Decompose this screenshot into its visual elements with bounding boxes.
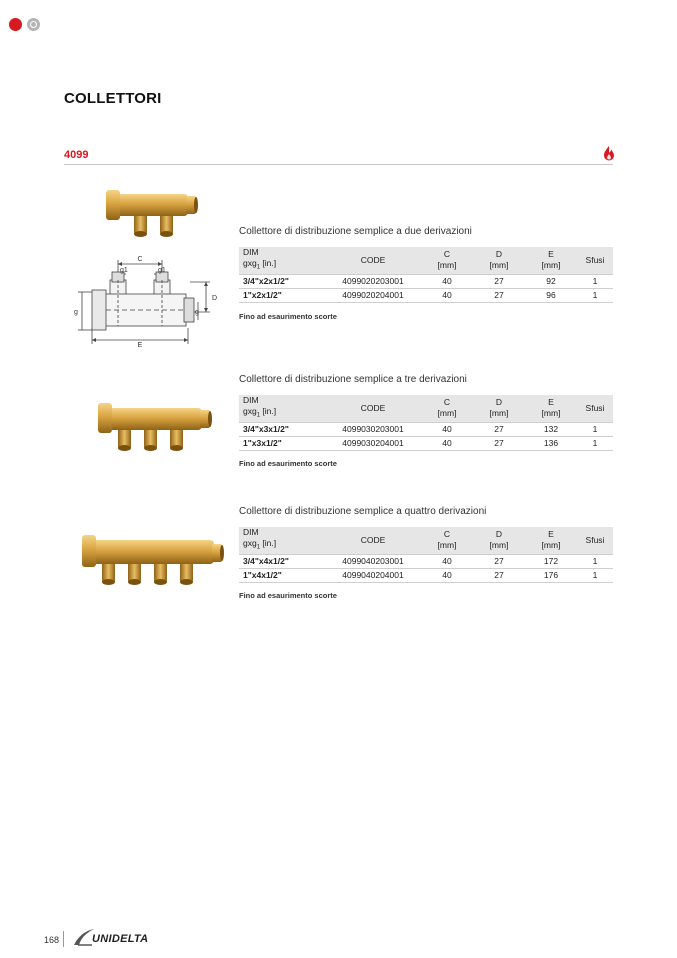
cell-sfusi: 1 (577, 568, 613, 582)
cell-code: 4099030204001 (325, 436, 421, 450)
cell-code: 4099040203001 (325, 554, 421, 568)
cell-sfusi: 1 (577, 422, 613, 436)
col-d-header: D [mm] (473, 527, 525, 554)
stock-note-1: Fino ad esaurimento scorte (239, 312, 337, 321)
cell-d: 27 (473, 288, 525, 302)
cell-dim: 1"x3x1/2" (239, 436, 325, 450)
col-sfusi-header: Sfusi (577, 527, 613, 554)
cell-dim: 3/4"x3x1/2" (239, 422, 325, 436)
footer-divider (63, 931, 64, 947)
two-outlet-manifold-image (104, 184, 198, 242)
cell-c: 40 (421, 422, 473, 436)
col-dim-header: DIM gxg$_1$ [in.] (239, 247, 325, 274)
cell-sfusi: 1 (577, 436, 613, 450)
cell-d: 27 (473, 422, 525, 436)
col-c-header: C [mm] (421, 247, 473, 274)
product-description-2: Collettore di distribuzione semplice a tre derivazioni (239, 374, 467, 385)
section-code: 4099 (64, 149, 89, 161)
cell-c: 40 (421, 288, 473, 302)
cell-dim: 1"x4x1/2" (239, 568, 325, 582)
cell-code: 4099040204001 (325, 568, 421, 582)
col-code-header: CODE (325, 527, 421, 554)
section-divider (64, 164, 613, 165)
spec-table-2 (239, 395, 613, 451)
cell-sfusi: 1 (577, 274, 613, 288)
cell-e: 136 (525, 436, 577, 450)
page-title: COLLETTORI (64, 90, 162, 107)
col-d-header: D [mm] (473, 247, 525, 274)
dim-c-label: C (137, 256, 143, 263)
four-outlet-manifold-image (80, 530, 226, 592)
cell-e: 172 (525, 554, 577, 568)
col-sfusi-header: Sfusi (577, 395, 613, 422)
cell-code: 4099030203001 (325, 422, 421, 436)
table-header-row (239, 395, 613, 422)
spec-table-1 (239, 247, 613, 303)
table-row (239, 436, 613, 450)
cell-d: 27 (473, 554, 525, 568)
brand-logo-text: UNIDELTA (92, 933, 149, 945)
page-number: 168 (44, 935, 60, 945)
table-row (239, 288, 613, 302)
dim-g-right-label: g (195, 309, 199, 316)
cell-sfusi: 1 (577, 288, 613, 302)
cell-dim: 3/4"x2x1/2" (239, 274, 325, 288)
cell-d: 27 (473, 274, 525, 288)
col-code-header: CODE (325, 247, 421, 274)
technical-drawing (70, 250, 218, 348)
cell-dim: 1"x2x1/2" (239, 288, 325, 302)
table-header-row (239, 247, 613, 274)
cell-code: 4099020203001 (325, 274, 421, 288)
dim-e-label: E (137, 342, 143, 348)
table-row (239, 274, 613, 288)
cell-c: 40 (421, 274, 473, 288)
cell-dim: 3/4"x4x1/2" (239, 554, 325, 568)
product-description-3: Collettore di distribuzione semplice a quattro derivazioni (239, 506, 487, 517)
dim-g1-left-label: g1 (120, 267, 128, 274)
cell-e: 96 (525, 288, 577, 302)
cell-e: 92 (525, 274, 577, 288)
col-dim-header: DIM gxg$_1$ [in.] (239, 395, 325, 422)
flame-icon (603, 145, 615, 161)
col-c-header: C [mm] (421, 395, 473, 422)
table-row (239, 422, 613, 436)
three-outlet-manifold-image (96, 398, 212, 456)
cell-e: 176 (525, 568, 577, 582)
table-row (239, 568, 613, 582)
stock-note-3: Fino ad esaurimento scorte (239, 591, 337, 600)
col-sfusi-header: Sfusi (577, 247, 613, 274)
cell-d: 27 (473, 436, 525, 450)
cell-sfusi: 1 (577, 554, 613, 568)
table-header-row (239, 527, 613, 554)
cell-c: 40 (421, 568, 473, 582)
table-row (239, 554, 613, 568)
dim-g-left-label: g (74, 309, 78, 316)
grey-dot-icon (27, 18, 40, 31)
col-c-header: C [mm] (421, 527, 473, 554)
product-description-1: Collettore di distribuzione semplice a due derivazioni (239, 226, 472, 237)
col-d-header: D [mm] (473, 395, 525, 422)
col-e-header: E [mm] (525, 527, 577, 554)
red-dot-icon (9, 18, 22, 31)
cell-e: 132 (525, 422, 577, 436)
col-e-header: E [mm] (525, 247, 577, 274)
stock-note-2: Fino ad esaurimento scorte (239, 459, 337, 468)
cell-code: 4099020204001 (325, 288, 421, 302)
col-e-header: E [mm] (525, 395, 577, 422)
cell-d: 27 (473, 568, 525, 582)
cell-c: 40 (421, 436, 473, 450)
dim-d-label: D (212, 295, 218, 302)
cell-c: 40 (421, 554, 473, 568)
col-dim-header: DIM gxg$_1$ [in.] (239, 527, 325, 554)
col-code-header: CODE (325, 395, 421, 422)
spec-table-3 (239, 527, 613, 583)
dim-g1-right-label: g1 (158, 267, 166, 274)
